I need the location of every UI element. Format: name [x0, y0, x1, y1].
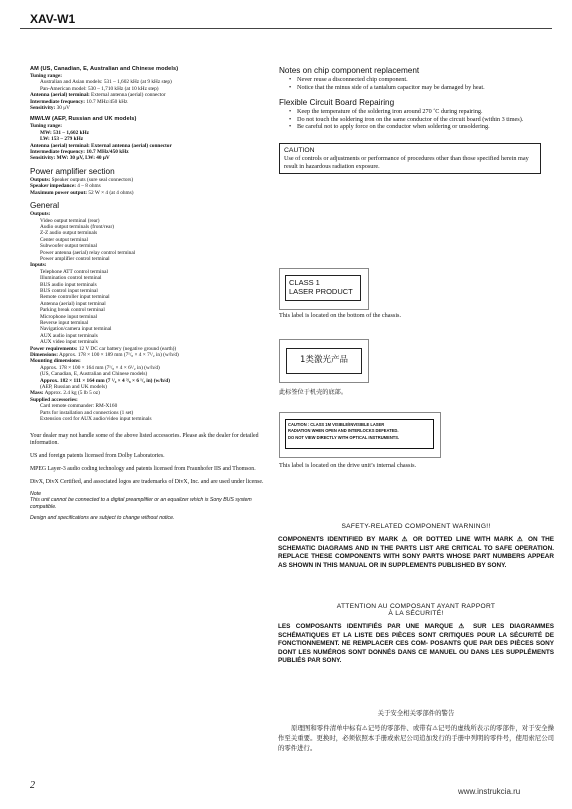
spec-value: Subwoofer output terminal [40, 243, 98, 250]
spec-label: Tuning range: [30, 123, 63, 130]
spec-label: Outputs: [30, 211, 51, 218]
spec-label: LW: 153 – 279 kHz [40, 136, 84, 143]
spec-value: Extension cord for AUX audio/video input terminals [40, 416, 152, 423]
mw-section-title: MW/LW (AEP, Russian and UK models) [30, 116, 137, 123]
spec-value: Approx. 2.4 kg (5 lb 5 oz) [43, 390, 100, 397]
laser-warning-label [285, 419, 434, 449]
spec-value: Power antenna (aerial) relay control terminal [40, 249, 136, 256]
design-note: Design and specifications are subject to change without notice. [30, 515, 175, 522]
spec-value: 4 – 8 ohms [75, 183, 101, 190]
am-section-title: AM (US, Canadian, E, Australian and Chinese models) [30, 66, 179, 72]
spec-value: Illumination control terminal [40, 275, 102, 282]
spec-label: Maximum power output: [30, 189, 87, 196]
chip-notes-list [279, 76, 549, 91]
dealer-note: Your dealer may not handle some of the above listed accessories. Please ask the dealer for detailed information. [30, 432, 259, 446]
general-spec-list [30, 211, 275, 422]
list-item: • Keep the temperature of the soldering iron around 270 ˚C during repairing. [289, 108, 549, 116]
spec-value: 30 μV [55, 105, 70, 112]
specifications-column [30, 66, 275, 522]
spec-line [30, 105, 275, 111]
spec-value: AUX audio input terminals [40, 332, 98, 339]
class1-line2: LASER PRODUCT [289, 287, 353, 296]
divx-note: DivX, DivX Certified, and associated logos are trademarks of DivX, Inc. and are used under license. [30, 478, 264, 485]
spec-value: 52 W × 4 (at 4 ohms) [87, 189, 134, 196]
spec-value: Z-Z audio output terminals [40, 230, 98, 237]
spec-label: Power requirements: [30, 345, 78, 352]
safety-warning-cn [278, 708, 554, 753]
class1-label [285, 275, 361, 301]
power-section-title: Power amplifier section [30, 166, 115, 176]
spec-value: Approx. 178 × 100 × 189 mm (7¹/₈ × 4 × 7¹/₂ in) (w/h/d) [57, 352, 179, 359]
flex-section-title: Flexible Circuit Board Repairing [279, 98, 395, 108]
spec-label: Intermediate frequency: [30, 98, 86, 105]
spec-value: Pan-American model: 530 – 1,710 kHz (at 10 kHz step) [40, 85, 159, 92]
am-spec-list [30, 73, 275, 111]
spec-label: Supplied accessories: [30, 396, 78, 403]
spec-label: Antenna (aerial) terminal: [30, 92, 90, 99]
spec-value: Power amplifier control terminal [40, 255, 110, 262]
spec-label: Approx. 182 × 111 × 164 mm (7 ¹/₄ × 4 ³/₈ × 6 ¹/₂ in) (w/h/d) [40, 377, 170, 384]
spec-value: Video output terminal (rear) [40, 217, 100, 224]
spec-label: Tuning range: [30, 73, 63, 79]
list-item: • Notice that the minus side of a tantalum capacitor may be damaged by heat. [289, 84, 549, 92]
service-notes-column [279, 66, 549, 174]
mw-spec-list [30, 123, 275, 161]
safety-title-cn: 关于安全相关零部件的警告 [377, 709, 455, 717]
note-text: This unit cannot be connected to a digital preamplifier or an equalizer which is Sony BUS system compatible. [30, 497, 252, 510]
spec-label: Intermediate frequency: 10.7 MHz/450 kHz [30, 149, 129, 156]
safety-warning-fr [278, 603, 554, 666]
safety-title-fr-1: ATTENTION AU COMPOSANT AYANT RAPPORT [336, 603, 496, 610]
spec-label: Sensitivity: MW: 30 μV, LW: 40 μV [30, 155, 110, 162]
spec-label: Mounting dimensions: [30, 358, 81, 365]
spec-value: Reverse input terminal [40, 320, 89, 326]
spec-value: Navigation/camera input terminal [40, 326, 112, 333]
class1-line1: CLASS 1 [289, 278, 320, 287]
spec-label: Antenna (aerial) terminal: External antenna (aerial) connector [30, 142, 172, 149]
spec-value: Australian and Asian models: 531 – 1,602 kHz (at 9 kHz step) [40, 79, 172, 86]
caution-text: Use of controls or adjustments or performance of procedures other than those specified herein may result in hazardous radiation exposure. [284, 154, 529, 170]
note-label: Note [30, 490, 41, 497]
header-rule [20, 28, 552, 29]
spec-value: AUX video input terminals [40, 339, 98, 346]
power-spec-list [30, 177, 275, 196]
spec-line [30, 190, 275, 196]
warning-line2: RADIATION WHEN OPEN AND INTERLOCKS DEFEATED. [288, 428, 399, 434]
spec-label: Inputs: [30, 262, 47, 269]
spec-value: Telephone ATT control terminal [40, 268, 108, 275]
spec-value: BUS control input terminal [40, 287, 98, 294]
spec-label: Sensitivity: [30, 105, 56, 112]
page-number: 2 [30, 780, 35, 791]
spec-value: BUS audio input terminals [40, 281, 97, 288]
spec-value: External antenna (aerial) connector [89, 92, 166, 99]
spec-label: Mass: [30, 390, 44, 397]
spec-value: Parts for installation and connections (1 set) [40, 409, 134, 416]
spec-value: Microphone input terminal [40, 313, 98, 320]
list-item: • Never reuse a disconnected chip component. [289, 76, 549, 84]
safety-warning-en [278, 523, 554, 570]
class1-label-frame [279, 268, 369, 310]
spec-value: Card remote commander: RM-X160 [40, 403, 118, 410]
spec-value: (AEP, Russian and UK models) [40, 384, 107, 391]
spec-label: Speaker impedance: [30, 183, 76, 190]
caution-title: CAUTION [284, 146, 315, 154]
safety-body-cn: 原理图和零件清单中标有⚠记号的零部件、或带有⚠记号的虚线所表示的零部件，对于安全操作至关重要。更换时，必须依照本手册或索尼公司追加发行的手册中列明的零件号，使用索尼公司的零件进行。 [278, 724, 554, 752]
warning-line3: DO NOT VIEW DIRECTLY WITH OPTICAL INSTRUMENTS. [288, 434, 400, 440]
safety-body-fr: LES COMPOSANTS IDENTIFIÉS PAR UNE MARQUE ⚠ SUR LES DIAGRAMMES SCHÉMATIQUES ET LA LISTE DES PIÈCES SONT CRITIQUES POUR LA SÉCURITÉ DE FONCTIONNEMENT. NE REMPLACER CES COM- POSANTS QUE PAR DES PIÈCES SONY DONT LES NUMÉROS SONT DONNÉS DANS CE MANUEL OU DANS LES SUPPLÉMENTS PUBLIÉS PAR SONY. [278, 623, 554, 665]
spec-value: 10.7 MHz/450 kHz [85, 98, 128, 105]
flex-notes-list [279, 108, 549, 131]
site-watermark: www.instrukcia.ru [458, 787, 521, 796]
spec-value: Antenna (aerial) input terminal [40, 300, 106, 307]
spec-label: MW: 531 – 1,602 kHz [40, 129, 89, 136]
spec-line [30, 155, 275, 161]
spec-value: Remote controller input terminal [40, 294, 110, 301]
spec-value: (US, Canadian, E, Australian and Chinese models) [40, 371, 148, 378]
list-item: • Do not touch the soldering iron on the same conductor of the circuit board (within 3 times). [289, 116, 549, 124]
general-section-title: General [30, 201, 60, 211]
warning-line1: CAUTION : CLASS 1M VISIBLE/INVISIBLE LASER [288, 422, 385, 427]
cn-caption: 此标签位于机壳的底部。 [279, 389, 348, 396]
chip-section-title: Notes on chip component replacement [279, 66, 420, 75]
cn-laser-label: 1类激光产品 [286, 348, 362, 374]
caution-box [279, 143, 541, 174]
safety-body-en: COMPONENTS IDENTIFIED BY MARK ⚠ OR DOTTED LINE WITH MARK ⚠ ON THE SCHEMATIC DIAGRAMS AND IN THE PARTS LIST ARE CRITICAL TO SAFE OPERATION. REPLACE THESE COMPONENTS WITH SONY PARTS WHOSE PART NUMBERS APPEAR AS SHOWN IN THIS MANUAL OR IN SUPPLEMENTS PUBLISHED BY SONY. [278, 536, 554, 569]
spec-value: Center output terminal [40, 236, 88, 243]
mpeg-note: MPEG Layer-3 audio coding technology and patents licensed from Fraunhofer IIS and Thomson. [30, 465, 256, 472]
spec-value: Approx. 178 × 100 × 164 mm (7¹/₈ × 4 × 6¹/₂ in) (w/h/d) [40, 364, 160, 371]
spec-value: Speaker outputs (sure seal connectors) [50, 176, 134, 183]
dolby-note: US and foreign patents licensed from Dolby Laboratories. [30, 452, 165, 459]
spec-line [30, 416, 275, 422]
list-item: • Be careful not to apply force on the conductor when soldering or unsoldering. [289, 123, 549, 131]
warning-label-frame [279, 412, 441, 458]
safety-title-fr-2: À LA SÉCURITÉ! [388, 610, 444, 617]
cn-label-frame [279, 339, 369, 383]
spec-value: Audio output terminals (front/rear) [40, 223, 114, 230]
model-name: XAV-W1 [30, 12, 76, 26]
spec-value: 12 V DC car battery (negative ground (earth)) [77, 345, 177, 352]
spec-label: Outputs: [30, 176, 51, 183]
spec-value: Parking break control terminal [40, 307, 105, 314]
class1-caption: This label is located on the bottom of the chassis. [279, 312, 402, 319]
spec-label: Dimensions: [30, 352, 58, 359]
safety-title-en: SAFETY-RELATED COMPONENT WARNING!! [341, 523, 491, 530]
warning-caption: This label is located on the drive unit’s internal chassis. [279, 462, 417, 469]
